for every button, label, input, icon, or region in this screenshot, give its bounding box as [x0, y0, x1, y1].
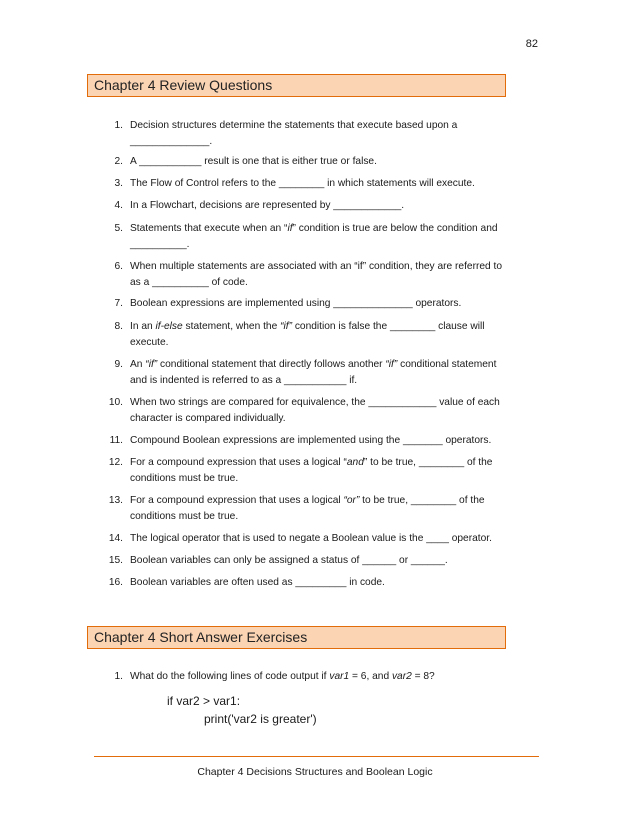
code-line-2: print('var2 is greater')	[204, 712, 317, 726]
short-answer-header	[87, 626, 506, 649]
short-answer-title: Chapter 4 Short Answer Exercises	[94, 629, 308, 645]
review-questions-title: Chapter 4 Review Questions	[94, 77, 273, 93]
footer-divider	[94, 756, 539, 757]
review-questions-header	[87, 74, 506, 97]
code-line-1: if var2 > var1:	[167, 694, 241, 708]
footer-text: Chapter 4 Decisions Structures and Boolean Logic	[197, 766, 433, 778]
page-number: 82	[525, 38, 538, 50]
